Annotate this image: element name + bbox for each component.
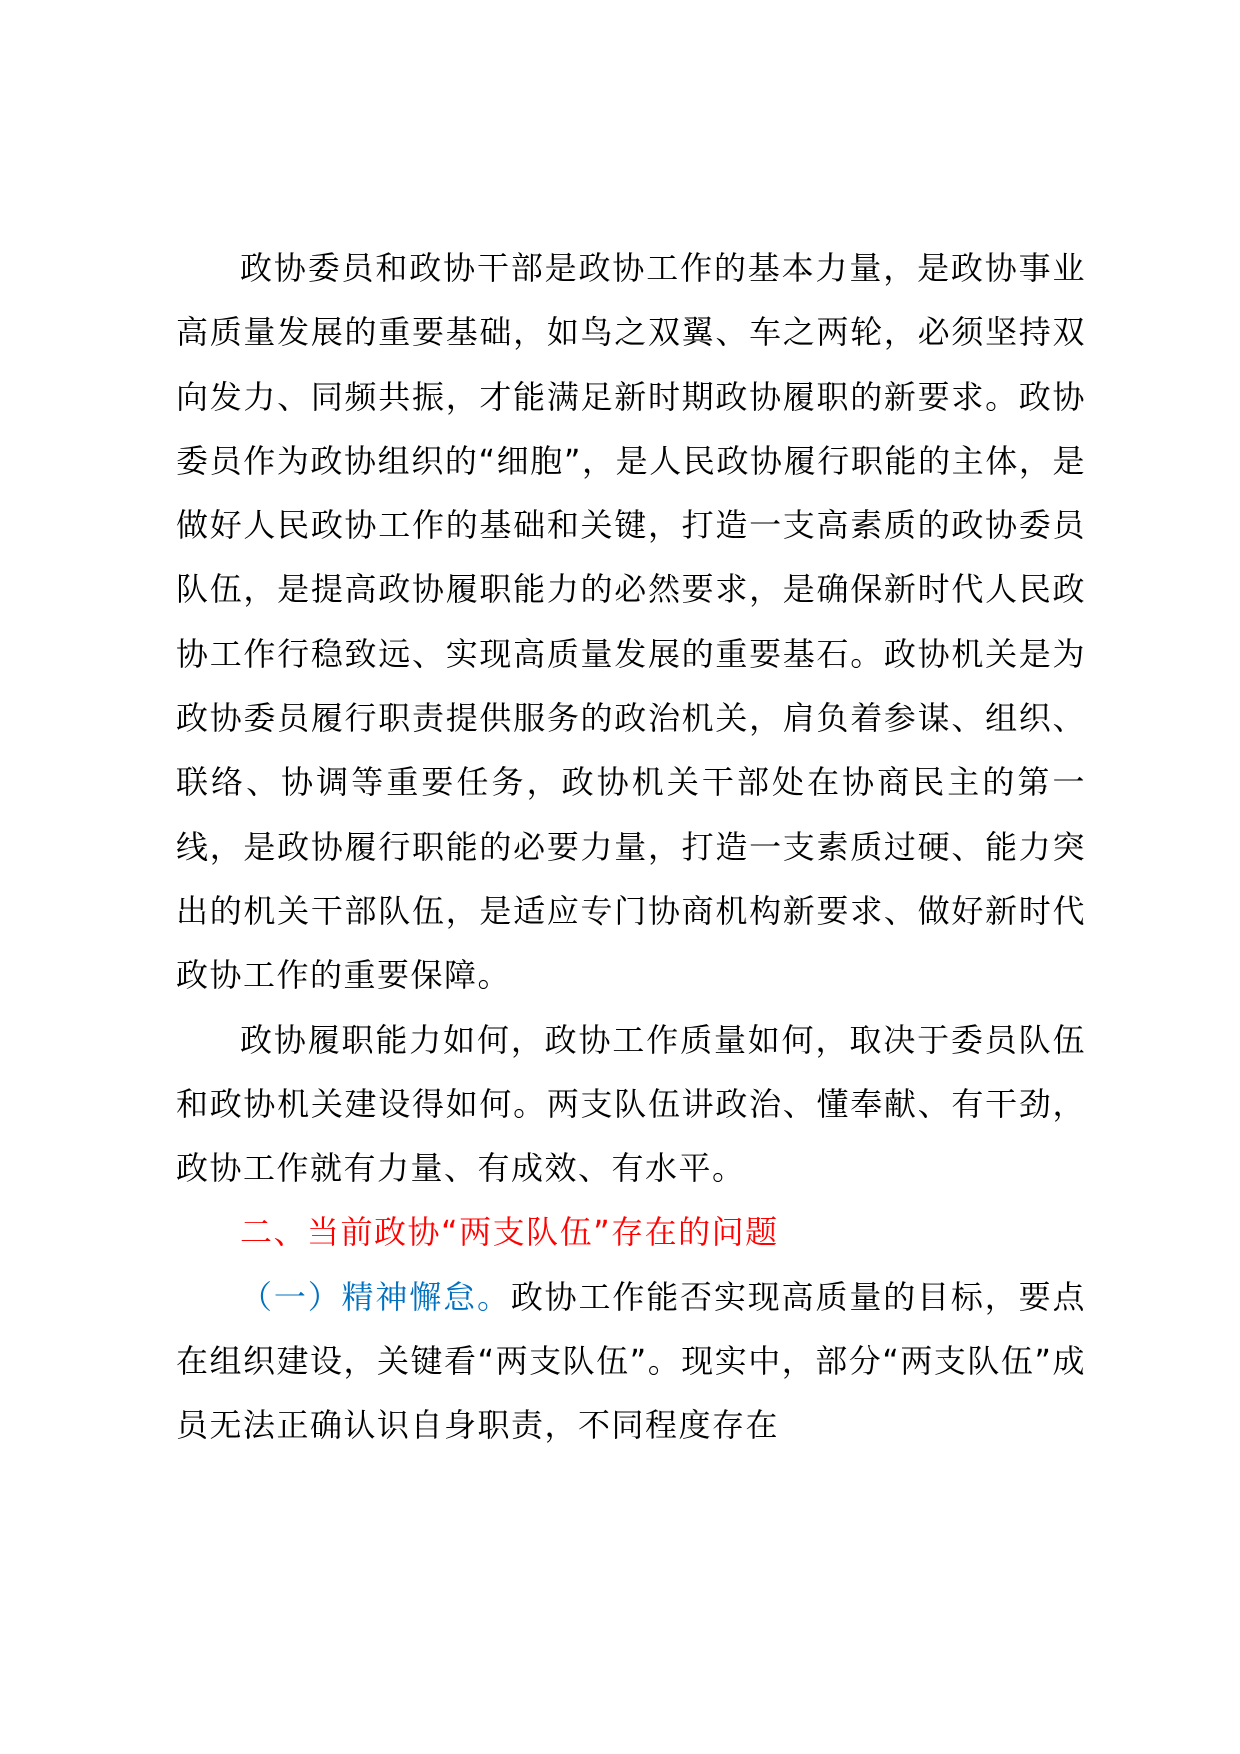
subsection-text: 政协工作能否实现高质量的目标，要点在组织建设，关键看“两支队伍”。现实中，部分“两支队伍”成员无法正确认识自身职责，不同程度存在 <box>176 1277 1086 1445</box>
section-heading: 二、当前政协“两支队伍”存在的问题 <box>240 1213 779 1252</box>
body-paragraph-1: 政协委员和政协干部是政协工作的基本力量，是政协事业高质量发展的重要基础，如鸟之双翼、车之两轮，必须坚持双向发力、同频共振，才能满足新时期政协履职的新要求。政协委员作为政协组织的“细胞”，是人民政协履行职能的主体，是做好人民政协工作的基础和关键，打造一支高素质的政协委员队伍，是提高政协履职能力的必然要求，是确保新时代人民政协工作行稳致远、实现高质量发展的重要基石。政协机关是为政协委员履行职责提供服务的政治机关，肩负着参谋、组织、联络、协调等重要任务，政协机关干部处在协商民主的第一线，是政协履行职能的必要力量，打造一支素质过硬、能力突出的机关干部队伍，是适应专门协商机构新要求、做好新时代政协工作的重要保障。 <box>176 249 1086 995</box>
subsection-paragraph <box>176 1265 1086 1458</box>
document-page <box>176 236 1086 1458</box>
subsection-label: （一）精神懈怠。 <box>240 1277 511 1316</box>
body-paragraph-2: 政协履职能力如何，政协工作质量如何，取决于委员队伍和政协机关建设得如何。两支队伍讲政治、懂奉献、有干劲，政协工作就有力量、有成效、有水平。 <box>176 1020 1086 1188</box>
